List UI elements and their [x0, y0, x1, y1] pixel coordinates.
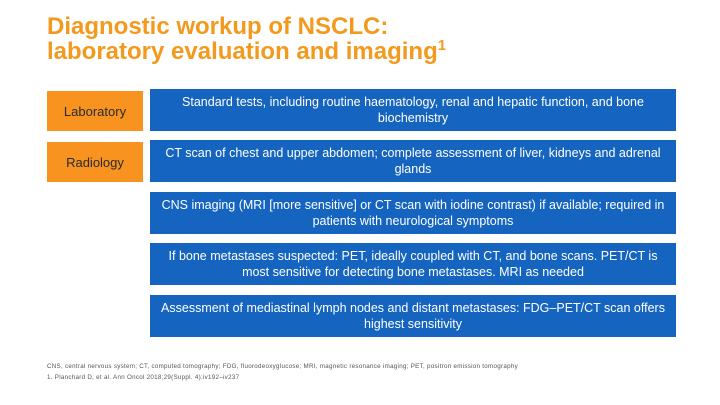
slide-title — [47, 14, 687, 64]
title-reference-marker: 1 — [437, 37, 447, 54]
bone-metastases-imaging-box: If bone metastases suspected: PET, ideally coupled with CT, and bone scans. PET/CT is most sensitive for detecting bone metastases. MRI as needed — [150, 243, 676, 285]
reference-footnote: 1. Planchard D, et al. Ann Oncol 2018;29(Suppl. 4):iv192–iv237 — [47, 374, 240, 381]
radiology-description-box: CT scan of chest and upper abdomen; complete assessment of liver, kidneys and adrenal glands — [150, 140, 676, 182]
title-line-2-text: laboratory evaluation and imaging — [47, 38, 438, 65]
lymph-node-assessment-box: Assessment of mediastinal lymph nodes and distant metastases: FDG–PET/CT scan offers highest sensitivity — [150, 295, 676, 337]
cns-imaging-box: CNS imaging (MRI [more sensitive] or CT scan with iodine contrast) if available; required in patients with neurological symptoms — [150, 192, 676, 234]
radiology-label: Radiology — [47, 142, 143, 182]
title-line-2 — [47, 39, 687, 64]
abbreviations-footnote: CNS, central nervous system; CT, computed tomography; FDG, fluorodeoxyglucose; MRI, magnetic resonance imaging; PET, positron emission tomography — [47, 363, 518, 370]
laboratory-label: Laboratory — [47, 91, 143, 131]
title-line-1: Diagnostic workup of NSCLC: — [47, 13, 389, 40]
laboratory-description-box: Standard tests, including routine haematology, renal and hepatic function, and bone biochemistry — [150, 89, 676, 131]
